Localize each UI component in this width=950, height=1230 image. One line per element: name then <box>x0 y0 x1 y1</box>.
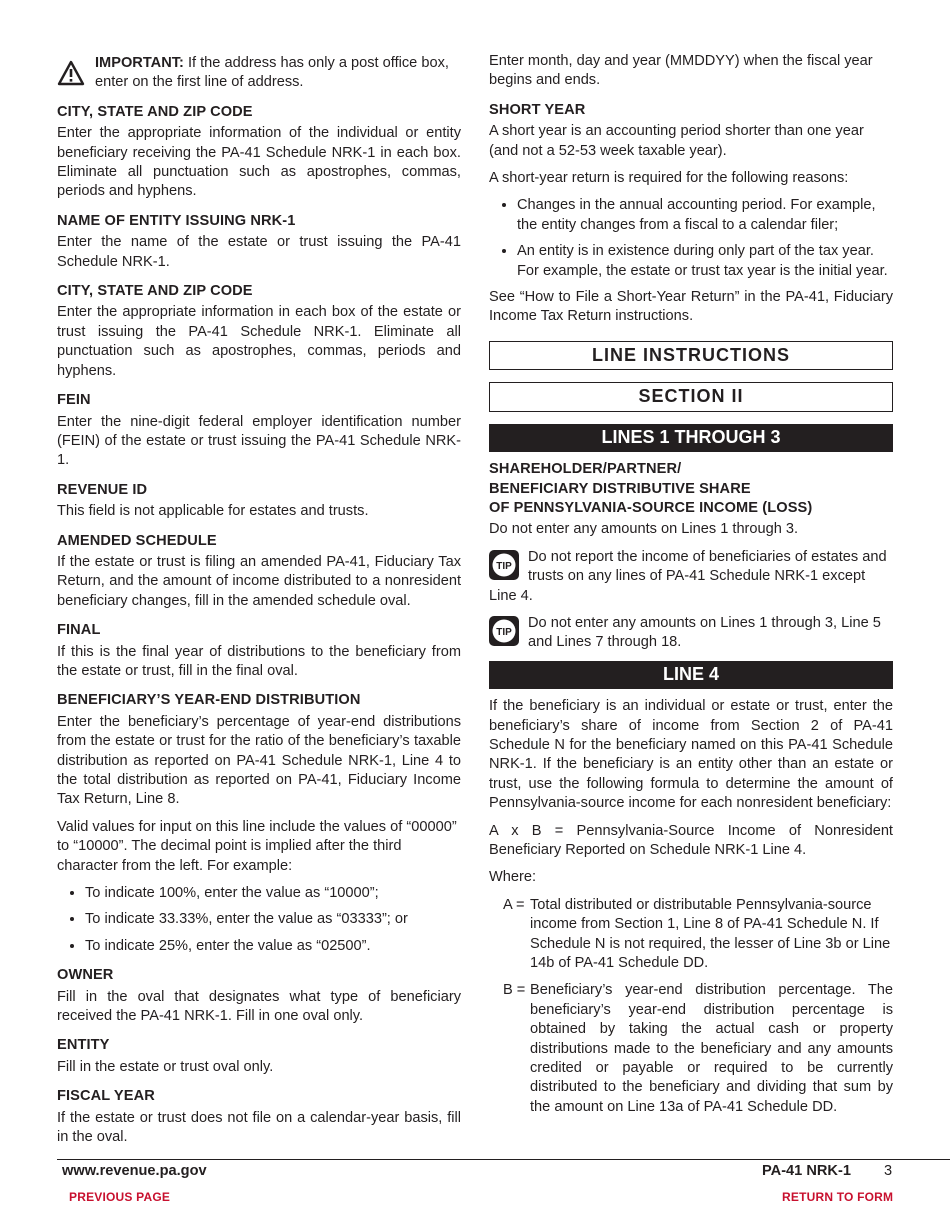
tip-icon <box>489 616 519 646</box>
tip-note-1 <box>489 548 893 606</box>
right-column <box>489 52 893 1125</box>
city-text-1: Enter the appropriate information of the individual or entity beneficiary receiving the PA-41 Schedule NRK-1 in each box. Eliminate all punctuation such as apostrophes, commas, periods and hyphens. <box>57 125 461 200</box>
definition-b-text: Beneficiary’s year-end distribution percentage. The beneficiary’s year-end distribution percentage is obtained by taking the actual cash or property distributions made to the beneficiary and any amounts credited or payable or required to be currently distributed to the beneficiary and dividing that sum by the amount on Line 13a of PA-41 Schedule DD. <box>530 982 893 1115</box>
amended-text: If the estate or trust is filing an amended PA-41, Fiduciary Tax Return, and the amount of income distributed to a nonresident beneficiary changes, fill in the amended schedule oval. <box>57 553 461 609</box>
yearend-examples <box>57 884 461 956</box>
fein-heading: FEIN <box>57 392 91 409</box>
final-text: If this is the final year of distributions to the beneficiary from the estate or trust, fill in the final oval. <box>57 643 461 679</box>
list-item: • To indicate 100%, enter the value as “10000”; <box>85 884 461 903</box>
return-to-form-link[interactable]: RETURN TO FORM <box>782 1190 894 1204</box>
short-year-heading: SHORT YEAR <box>489 101 586 118</box>
fiscal-heading: FISCAL YEAR <box>57 1088 155 1105</box>
revenue-id-text: This field is not applicable for estates and trusts. <box>57 503 369 520</box>
distributive-share-heading-line: BENEFICIARY DISTRIBUTIVE SHARE <box>489 480 751 497</box>
owner-heading: OWNER <box>57 967 114 984</box>
name-entity-heading: NAME OF ENTITY ISSUING NRK-1 <box>57 212 296 229</box>
important-label: IMPORTANT: <box>95 55 184 71</box>
footer-form-name: PA-41 NRK-1 <box>762 1163 851 1179</box>
important-note <box>57 54 461 93</box>
city-text-2: Enter the appropriate information in each box of the estate or trust issuing the PA-41 Schedule NRK-1. Eliminate all punctuation such as apostrophes, commas, periods and hyphens. <box>57 304 461 379</box>
left-column <box>57 52 461 1156</box>
entity-heading: ENTITY <box>57 1037 110 1054</box>
fein-text: Enter the nine-digit federal employer identification number (FEIN) of the estate or trust issuing the PA-41 Schedule NRK-1. <box>57 413 461 469</box>
owner-text: Fill in the oval that designates what type of beneficiary received the PA-41 NRK-1. Fill in one oval only. <box>57 988 461 1025</box>
yearend-heading: BENEFICIARY’S YEAR-END DISTRIBUTION <box>57 692 361 709</box>
short-year-reasons <box>489 196 893 281</box>
final-heading: FINAL <box>57 622 101 639</box>
line-instructions-title: LINE INSTRUCTIONS <box>489 341 893 370</box>
tip-note-2 <box>489 614 893 653</box>
distributive-share-heading-line: SHAREHOLDER/PARTNER/ <box>489 461 682 478</box>
tip-icon-label: TIP <box>496 626 512 638</box>
definition-b-key: B = <box>503 982 526 999</box>
list-item: • An entity is in existence during only part of the tax year. For example, the estate or trust tax year is the initial year. <box>517 242 893 281</box>
page-number: 3 <box>884 1163 893 1179</box>
city-heading-1: CITY, STATE AND ZIP CODE <box>57 103 253 120</box>
line-4-where: Where: <box>489 869 537 886</box>
footer-url: www.revenue.pa.gov <box>62 1163 207 1179</box>
previous-page-link[interactable]: PREVIOUS PAGE <box>69 1190 171 1204</box>
lines-1-3-bar: LINES 1 THROUGH 3 <box>489 424 893 452</box>
footer-divider <box>57 1159 950 1160</box>
definition-a-key: A = <box>503 896 525 913</box>
list-item: • To indicate 33.33%, enter the value as “03333”; or <box>85 910 461 929</box>
amended-heading: AMENDED SCHEDULE <box>57 532 217 549</box>
line-4-formula: A x B = Pennsylvania-Source Income of Nonresident Beneficiary Reported on Schedule NRK-1 Line 4. <box>489 822 893 858</box>
line-4-text: If the beneficiary is an individual or estate or trust, enter the beneficiary’s share of income from Section 2 of PA-41 Schedule N for the beneficiary named on this PA-41 Schedule NRK-1. If the beneficiary is an entity other than an estate or trust, use the following formula to determine the amount of Pennsylvania-source income for each nonresident beneficiary: <box>489 698 893 812</box>
definition-a <box>503 896 893 974</box>
tip-icon-label: TIP <box>496 560 512 572</box>
fiscal-continued-text: Enter month, day and year (MMDDYY) when the fiscal year begins and ends. <box>489 53 873 89</box>
list-item: • To indicate 25%, enter the value as “02500”. <box>85 937 461 956</box>
section-title: SECTION II <box>489 382 893 411</box>
short-year-text-2: A short-year return is required for the following reasons: <box>489 170 849 187</box>
yearend-text-1: Enter the beneficiary’s percentage of year-end distributions from the estate or trust for the ratio of the beneficiary’s taxable distribution as reported on PA-41 Schedule NRK-1, Line 4 to the total distribution as reported on PA-41, Fiduciary Income Tax Return, Line 8. <box>57 713 461 808</box>
fiscal-text: If the estate or trust does not file on a calendar-year basis, fill in the oval. <box>57 1109 461 1146</box>
name-entity-text: Enter the name of the estate or trust issuing the PA-41 Schedule NRK-1. <box>57 234 461 270</box>
city-heading-2: CITY, STATE AND ZIP CODE <box>57 283 253 300</box>
definition-b <box>503 981 893 1117</box>
short-year-text-1: A short year is an accounting period shorter than one year (and not a 52-53 week taxable year). <box>489 123 864 159</box>
distributive-share-heading-line: OF PENNSYLVANIA-SOURCE INCOME (LOSS) <box>489 499 813 516</box>
short-year-text-3: See “How to File a Short-Year Return” in the PA-41, Fiduciary Income Tax Return instructions. <box>489 289 893 325</box>
tip-text-1: Do not report the income of beneficiaries of estates and trusts on any lines of PA-41 Schedule NRK-1 except Line 4. <box>489 548 887 604</box>
definition-a-text: Total distributed or distributable Pennsylvania-source income from Section 1, Line 8 of PA-41 Schedule N. If Schedule N is not required, the lesser of Line 3b or Line 14b of PA-41 Schedule DD. <box>530 896 891 972</box>
revenue-id-heading: REVENUE ID <box>57 481 148 498</box>
tip-icon <box>489 550 519 580</box>
warning-icon <box>57 60 85 86</box>
entity-text: Fill in the estate or trust oval only. <box>57 1058 274 1075</box>
distributive-share-heading <box>489 460 893 518</box>
list-item: • Changes in the annual accounting period. For example, the entity changes from a fiscal to a calendar filer; <box>517 196 893 235</box>
tip-text-2: Do not enter any amounts on Lines 1 through 3, Line 5 and Lines 7 through 18. <box>528 614 881 651</box>
lines-1-3-text: Do not enter any amounts on Lines 1 through 3. <box>489 521 799 538</box>
line-4-bar: LINE 4 <box>489 661 893 689</box>
important-text: If the address has only a post office box, enter on the first line of address. <box>95 55 449 91</box>
yearend-text-2: Valid values for input on this line include the values of “00000” to “10000”. The decimal point is implied after the third character from the left. For example: <box>57 818 457 874</box>
